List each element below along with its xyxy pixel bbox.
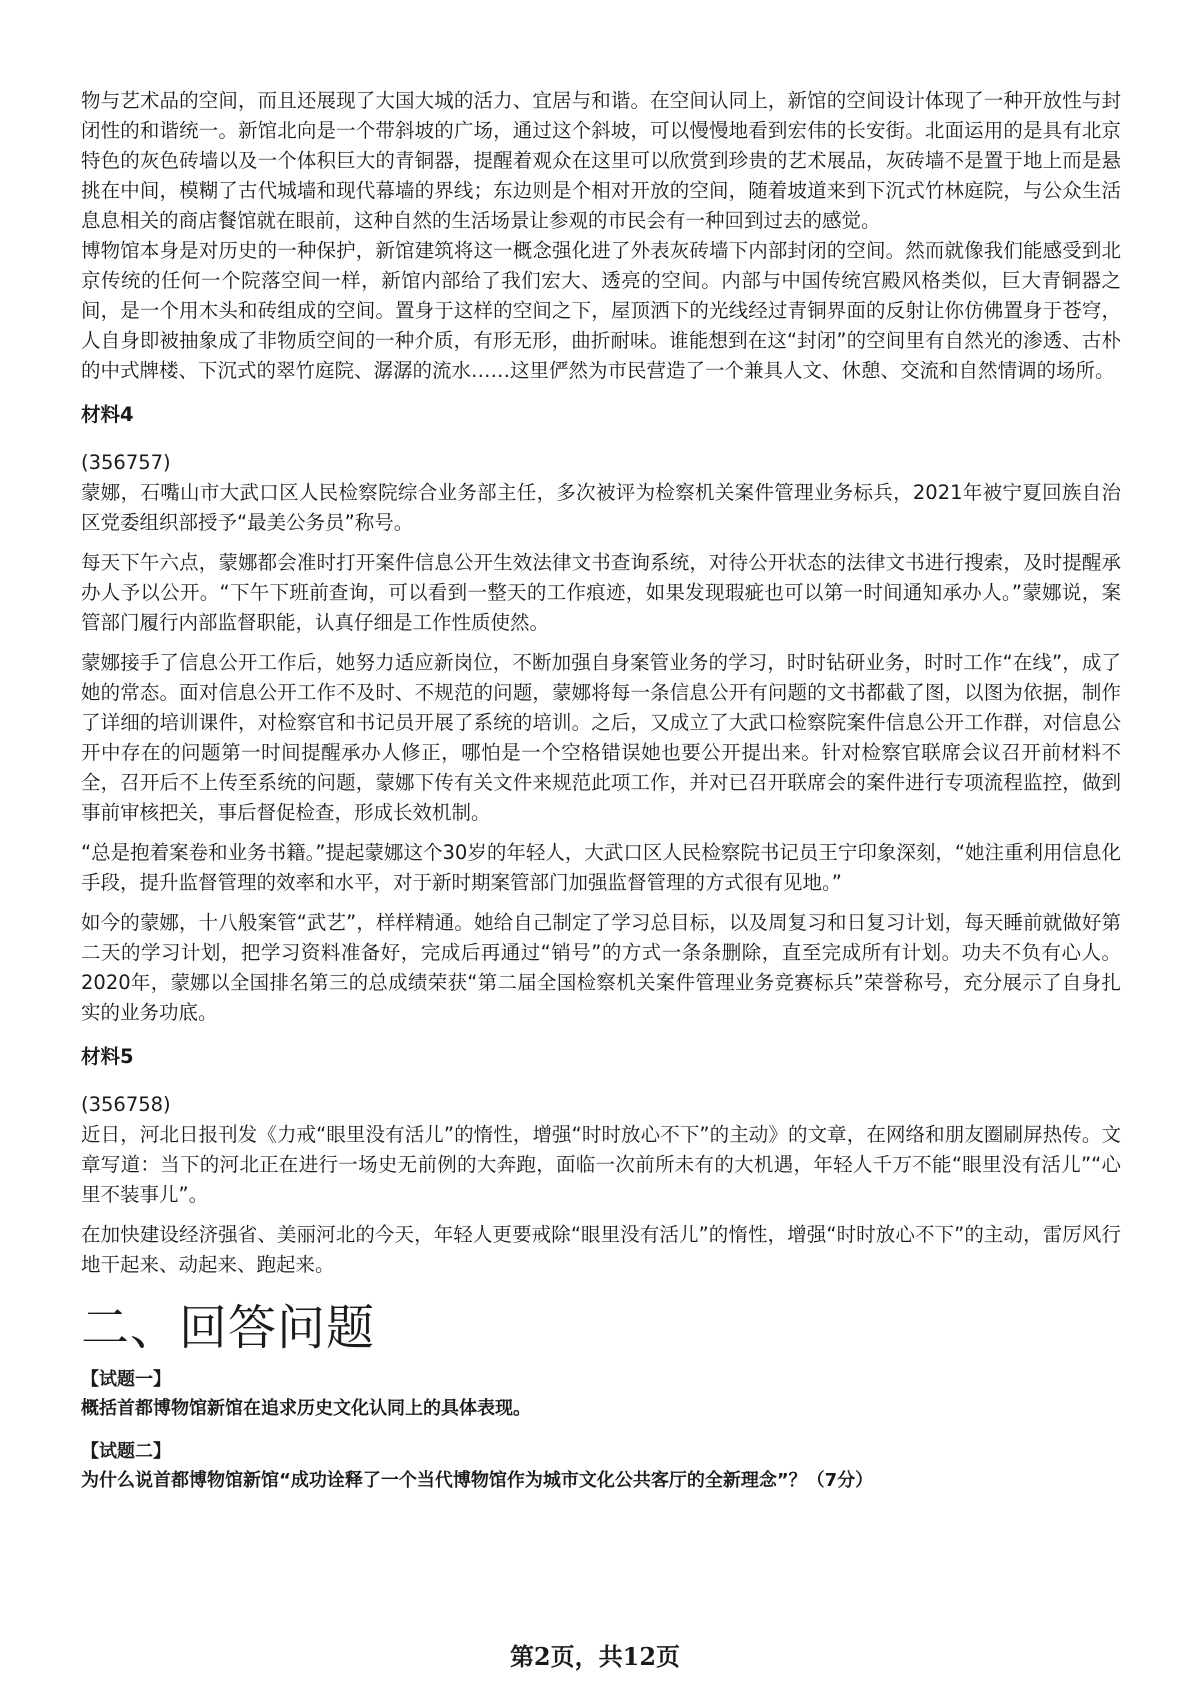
material-4-code: (356757) (81, 451, 171, 474)
paragraph: 在加快建设经济强省、美丽河北的今天，年轻人更要戒除“眼里没有活儿”的惰性，增强“时时放心不下”的主动，雷厉风行地干起来、动起来、跑起来。 (81, 1223, 1121, 1276)
paragraph: 蒙娜接手了信息公开工作后，她努力适应新岗位，不断加强自身案管业务的学习，时时钻研业务，时时工作“在线”，成了她的常态。面对信息公开工作不及时、不规范的问题，蒙娜将每一条信息公开有问题的文书都截了图，以图为依据，制作了详细的培训课件，对检察官和书记员开展了系统的培训。之后，又成立了大武口检察院案件信息公开工作群，对信息公开中存在的问题第一时间提醒承办人修正，哪怕是一个空格错误她也要公开提出来。针对检察官联席会议召开前材料不全，召开后不上传至系统的问题，蒙娜下传有关文件来规范此项工作，并对已召开联席会的案件进行专项流程监控，做到事前审核把关，事后督促检查，形成长效机制。 (81, 651, 1121, 824)
question-1-text: 概括首都博物馆新馆在追求历史文化认同上的具体表现。 (81, 1398, 531, 1419)
page-footer: 第2页，共12页 (509, 1642, 681, 1671)
material-4-label: 材料4 (81, 403, 134, 426)
paragraph: 如今的蒙娜，十八般案管“武艺”，样样精通。她给自己制定了学习总目标，以及周复习和日复习计划，每天睡前就做好第二天的学习计划，把学习资料准备好，完成后再通过“销号”的方式一条条删除，直至完成所有计划。功夫不负有心人。2020年，蒙娜以全国排名第三的总成绩荣获“第二届全国检察机关案件管理业务竞赛标兵”荣誉称号，充分展示了自身扎实的业务功底。 (81, 911, 1121, 1024)
question-1-tag: 【试题一】 (81, 1369, 171, 1390)
paragraph: 近日，河北日报刊发《力戒“眼里没有活儿”的惰性，增强“时时放心不下”的主动》的文章，在网络和朋友圈刷屏热传。文章写道：当下的河北正在进行一场史无前例的大奔跑，面临一次前所未有的大机遇，年轻人千万不能“眼里没有活儿”“心里不装事儿”。 (81, 1123, 1121, 1206)
question-2-tag: 【试题二】 (81, 1441, 171, 1462)
paragraph: 蒙娜，石嘴山市大武口区人民检察院综合业务部主任，多次被评为检察机关案件管理业务标兵，2021年被宁夏回族自治区党委组织部授予“最美公务员”称号。 (81, 481, 1121, 534)
page-content (81, 86, 1121, 1496)
paragraph: 每天下午六点，蒙娜都会准时打开案件信息公开生效法律文书查询系统，对待公开状态的法律文书进行搜索，及时提醒承办人予以公开。“下午下班前查询，可以看到一整天的工作痕迹，如果发现瑕疵也可以第一时间通知承办人。”蒙娜说，案管部门履行内部监督职能，认真仔细是工作性质使然。 (81, 551, 1121, 634)
paragraph: 物与艺术品的空间，而且还展现了大国大城的活力、宜居与和谐。在空间认同上，新馆的空间设计体现了一种开放性与封闭性的和谐统一。新馆北向是一个带斜坡的广场，通过这个斜坡，可以慢慢地看到宏伟的长安街。北面运用的是具有北京特色的灰色砖墙以及一个体积巨大的青铜器，提醒着观众在这里可以欣赏到珍贵的艺术展品，灰砖墙不是置于地上而是悬挑在中间，模糊了古代城墙和现代幕墙的界线；东边则是个相对开放的空间，随着坡道来到下沉式竹林庭院，与公众生活息息相关的商店餐馆就在眼前，这种自然的生活场景让参观的市民会有一种回到过去的感觉。 (81, 89, 1121, 232)
section-title: 二、回答问题 (81, 1300, 376, 1356)
question-2-text: 为什么说首都博物馆新馆“成功诠释了一个当代博物馆作为城市文化公共客厅的全新理念”？（7分） (81, 1470, 874, 1491)
material-5-label: 材料5 (81, 1045, 134, 1068)
paragraph: “总是抱着案卷和业务书籍。”提起蒙娜这个30岁的年轻人，大武口区人民检察院书记员王宁印象深刻，“她注重利用信息化手段，提升监督管理的效率和水平，对于新时期案管部门加强监督管理的方式很有见地。” (81, 841, 1121, 894)
paragraph: 博物馆本身是对历史的一种保护，新馆建筑将这一概念强化进了外表灰砖墙下内部封闭的空间。然而就像我们能感受到北京传统的任何一个院落空间一样，新馆内部给了我们宏大、透亮的空间。内部与中国传统宫殿风格类似，巨大青铜器之间，是一个用木头和砖组成的空间。置身于这样的空间之下，屋顶洒下的光线经过青铜界面的反射让你仿佛置身于苍穹，人自身即被抽象成了非物质空间的一种介质，有形无形，曲折耐味。谁能想到在这“封闭”的空间里有自然光的渗透、古朴的中式牌楼、下沉式的翠竹庭院、潺潺的流水……这里俨然为市民营造了一个兼具人文、休憩、交流和自然情调的场所。 (81, 239, 1121, 382)
material-5-code: (356758) (81, 1093, 171, 1116)
